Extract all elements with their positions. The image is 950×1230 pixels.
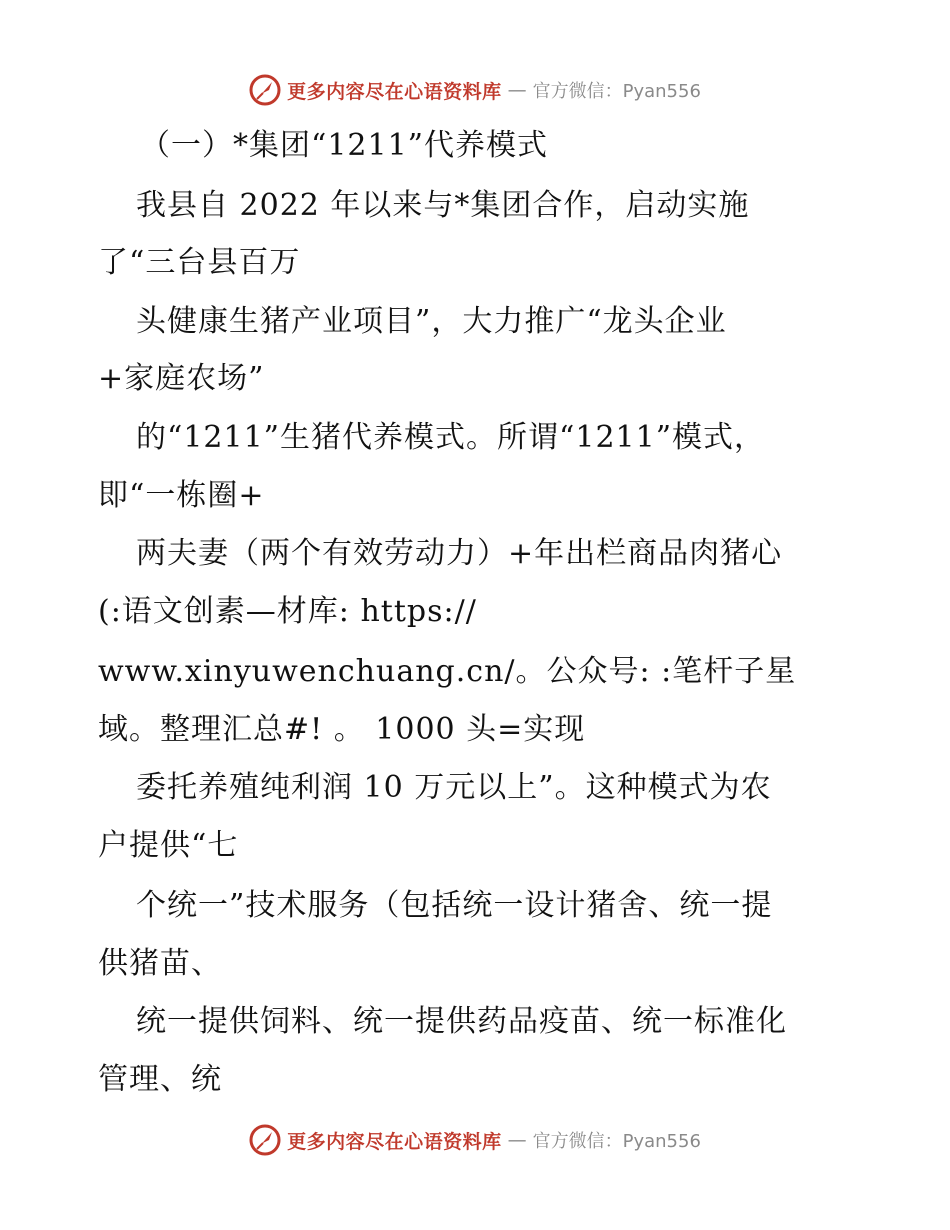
footer-banner bbox=[0, 1120, 950, 1160]
banner-wechat: 官方微信：Pyan556 bbox=[532, 1131, 701, 1152]
body-line: 两夫妻（两个有效劳动力）+年出栏商品肉猪心 bbox=[136, 536, 783, 571]
banner-title: 更多内容尽在心语资料库 bbox=[287, 1130, 502, 1153]
body-line: 的“1211”生猪代养模式。所谓“1211”模式， bbox=[136, 420, 766, 455]
header-banner bbox=[0, 70, 950, 110]
body-line: (:语文创素—材库: https:// bbox=[98, 594, 477, 629]
body-line: 统一提供饲料、统一提供药品疫苗、统一标准化 bbox=[136, 1004, 787, 1039]
body-line: 我县自 2022 年以来与*集团合作，启动实施 bbox=[136, 188, 750, 223]
body-line: +家庭农场” bbox=[98, 361, 265, 396]
section-heading: （一）*集团“1211”代养模式 bbox=[140, 128, 549, 163]
quill-logo-icon bbox=[249, 74, 281, 106]
body-line: 户提供“七 bbox=[98, 828, 239, 863]
banner-title: 更多内容尽在心语资料库 bbox=[287, 80, 502, 103]
body-line: www.xinyuwenchuang.cn/。公众号: :笔杆子星 bbox=[98, 654, 797, 689]
body-line: 即“一栋圈+ bbox=[98, 478, 265, 513]
body-line: 供猪苗、 bbox=[98, 946, 222, 981]
body-line: 委托养殖纯利润 10 万元以上”。这种模式为农 bbox=[136, 770, 772, 805]
quill-logo-icon bbox=[249, 1124, 281, 1156]
body-line: 域。整理汇总#! 。 1000 头=实现 bbox=[98, 712, 586, 747]
body-line: 管理、统 bbox=[98, 1062, 222, 1097]
body-line: 个统一”技术服务（包括统一设计猪舍、统一提 bbox=[136, 888, 773, 923]
body-line: 头健康生猪产业项目”，大力推广“龙头企业 bbox=[136, 304, 727, 339]
banner-separator: — bbox=[507, 79, 527, 101]
banner-separator: — bbox=[507, 1129, 527, 1151]
banner-wechat: 官方微信：Pyan556 bbox=[532, 81, 701, 102]
body-line: 了“三台县百万 bbox=[98, 245, 301, 280]
